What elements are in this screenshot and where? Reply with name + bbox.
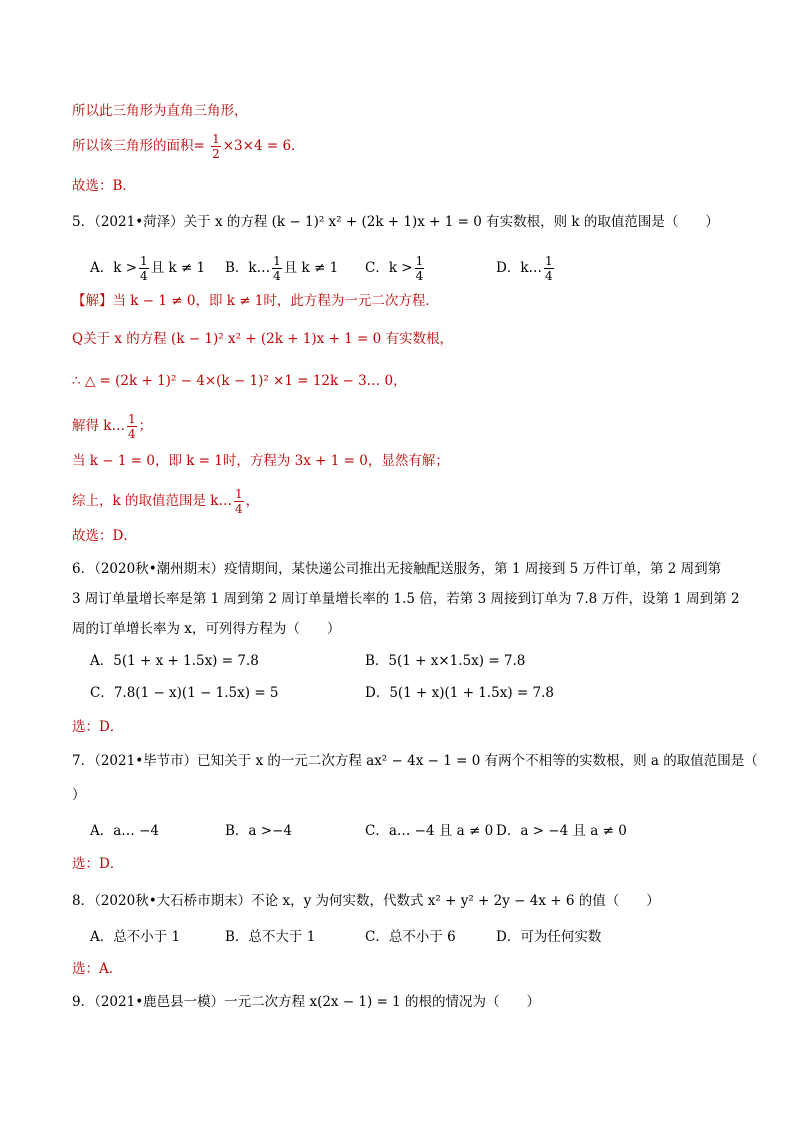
fraction-half: $\frac{1}{2}$	[212, 132, 220, 161]
solution-line-4: 解得 k… $\frac{1}{4}$ ；	[72, 412, 153, 441]
answer-q5: 故选：D．	[72, 528, 137, 544]
question-6-line-2: 3 周订单量增长率是第 1 周到第 2 周订单量增长率的 1.5 倍，若第 3 周接到订单为 7.8 万件，设第 1 周到第 2	[72, 591, 740, 607]
q6-option-c: C．7.8(1 − x)(1 − 1.5x) = 5	[90, 685, 279, 701]
q5-option-b: B．k… $\frac{1}{4}$ 且 k ≠ 1	[225, 254, 339, 283]
solution-line-1: 【解】当 k − 1 ≠ 0，即 k ≠ 1时，此方程为一元二次方程．	[72, 293, 439, 309]
q5-option-d: D．k… $\frac{1}{4}$	[496, 254, 553, 283]
q7-option-b: B．a >−4	[225, 823, 292, 839]
question-6-line-3: 周的订单增长率为 x，可列得方程为（ ）	[72, 621, 341, 637]
fraction-quarter: $\frac{1}{4}$	[140, 254, 148, 283]
answer-q7: 选：D．	[72, 856, 124, 872]
question-7-line-2: ）	[72, 787, 86, 803]
fraction-quarter: $\frac{1}{4}$	[545, 254, 553, 283]
q8-option-b: B．总不大于 1	[225, 929, 316, 945]
q5-option-c: C．k > $\frac{1}{4}$	[365, 254, 424, 283]
answer-q4: 故选：B．	[72, 178, 136, 194]
question-9: 9．（2021•鹿邑县一模）一元二次方程 x(2x − 1) = 1 的根的情况为（ ）	[72, 994, 541, 1010]
line-right-triangle: 所以此三角形为直角三角形，	[72, 103, 248, 119]
fraction-quarter: $\frac{1}{4}$	[234, 487, 243, 516]
q6-option-b: B．5(1 + x×1.5x) = 7.8	[365, 653, 526, 669]
q8-option-a: A．总不小于 1	[90, 929, 181, 945]
q8-option-c: C．总不小于 6	[365, 929, 456, 945]
q7-option-a: A．a… −4	[90, 823, 159, 839]
fraction-quarter: $\frac{1}{4}$	[273, 254, 281, 283]
answer-q8: 选：A．	[72, 961, 123, 977]
line-area	[72, 132, 305, 161]
solution-line-6: 综上，k 的取值范围是 k… $\frac{1}{4}$ ，	[72, 487, 260, 516]
area-text: 所以该三角形的面积	[72, 138, 194, 154]
solution-line-5: 当 k − 1 = 0，即 k = 1时，方程为 3x + 1 = 0，显然有解；	[72, 453, 449, 469]
solution-line-3: ∴ △ = (2k + 1)² − 4×(k − 1)² ×1 = 12k − 3… 0，	[72, 373, 407, 389]
question-8: 8．（2020秋•大石桥市期末）不论 x，y 为何实数，代数式 x² + y² + 2y − 4x + 6 的值（ ）	[72, 893, 660, 909]
q8-option-d: D．可为任何实数	[496, 929, 602, 945]
question-6-line-1: 6．（2020秋•潮州期末）疫情期间，某快递公司推出无接触配送服务，第 1 周接到 5 万件订单，第 2 周到第	[72, 561, 722, 577]
answer-q6: 选：D．	[72, 719, 124, 735]
question-7-line-1: 7．（2021•毕节市）已知关于 x 的一元二次方程 ax² − 4x − 1 = 0 有两个不相等的实数根，则 a 的取值范围是（	[72, 753, 758, 769]
solution-line-2: Q关于 x 的方程 (k − 1)² x² + (2k + 1)x + 1 = 0 有实数根，	[72, 331, 454, 347]
fraction-quarter: $\frac{1}{4}$	[415, 254, 424, 283]
fraction-quarter: $\frac{1}{4}$	[127, 412, 136, 441]
q6-option-d: D．5(1 + x)(1 + 1.5x) = 7.8	[365, 685, 555, 701]
q7-option-c: C．a… −4 且 a ≠ 0	[365, 823, 494, 839]
area-result: ×3×4 = 6．	[222, 138, 305, 154]
area-eq: =	[193, 138, 210, 154]
q5-option-a: A．k > $\frac{1}{4}$ 且 k ≠ 1	[90, 254, 206, 283]
q7-option-d: D．a > −4 且 a ≠ 0	[496, 823, 627, 839]
q6-option-a: A．5(1 + x + 1.5x) = 7.8	[90, 653, 259, 669]
question-5: 5．（2021•菏泽）关于 x 的方程 (k − 1)² x² + (2k + 1)x + 1 = 0 有实数根，则 k 的取值范围是（ ）	[72, 214, 719, 230]
